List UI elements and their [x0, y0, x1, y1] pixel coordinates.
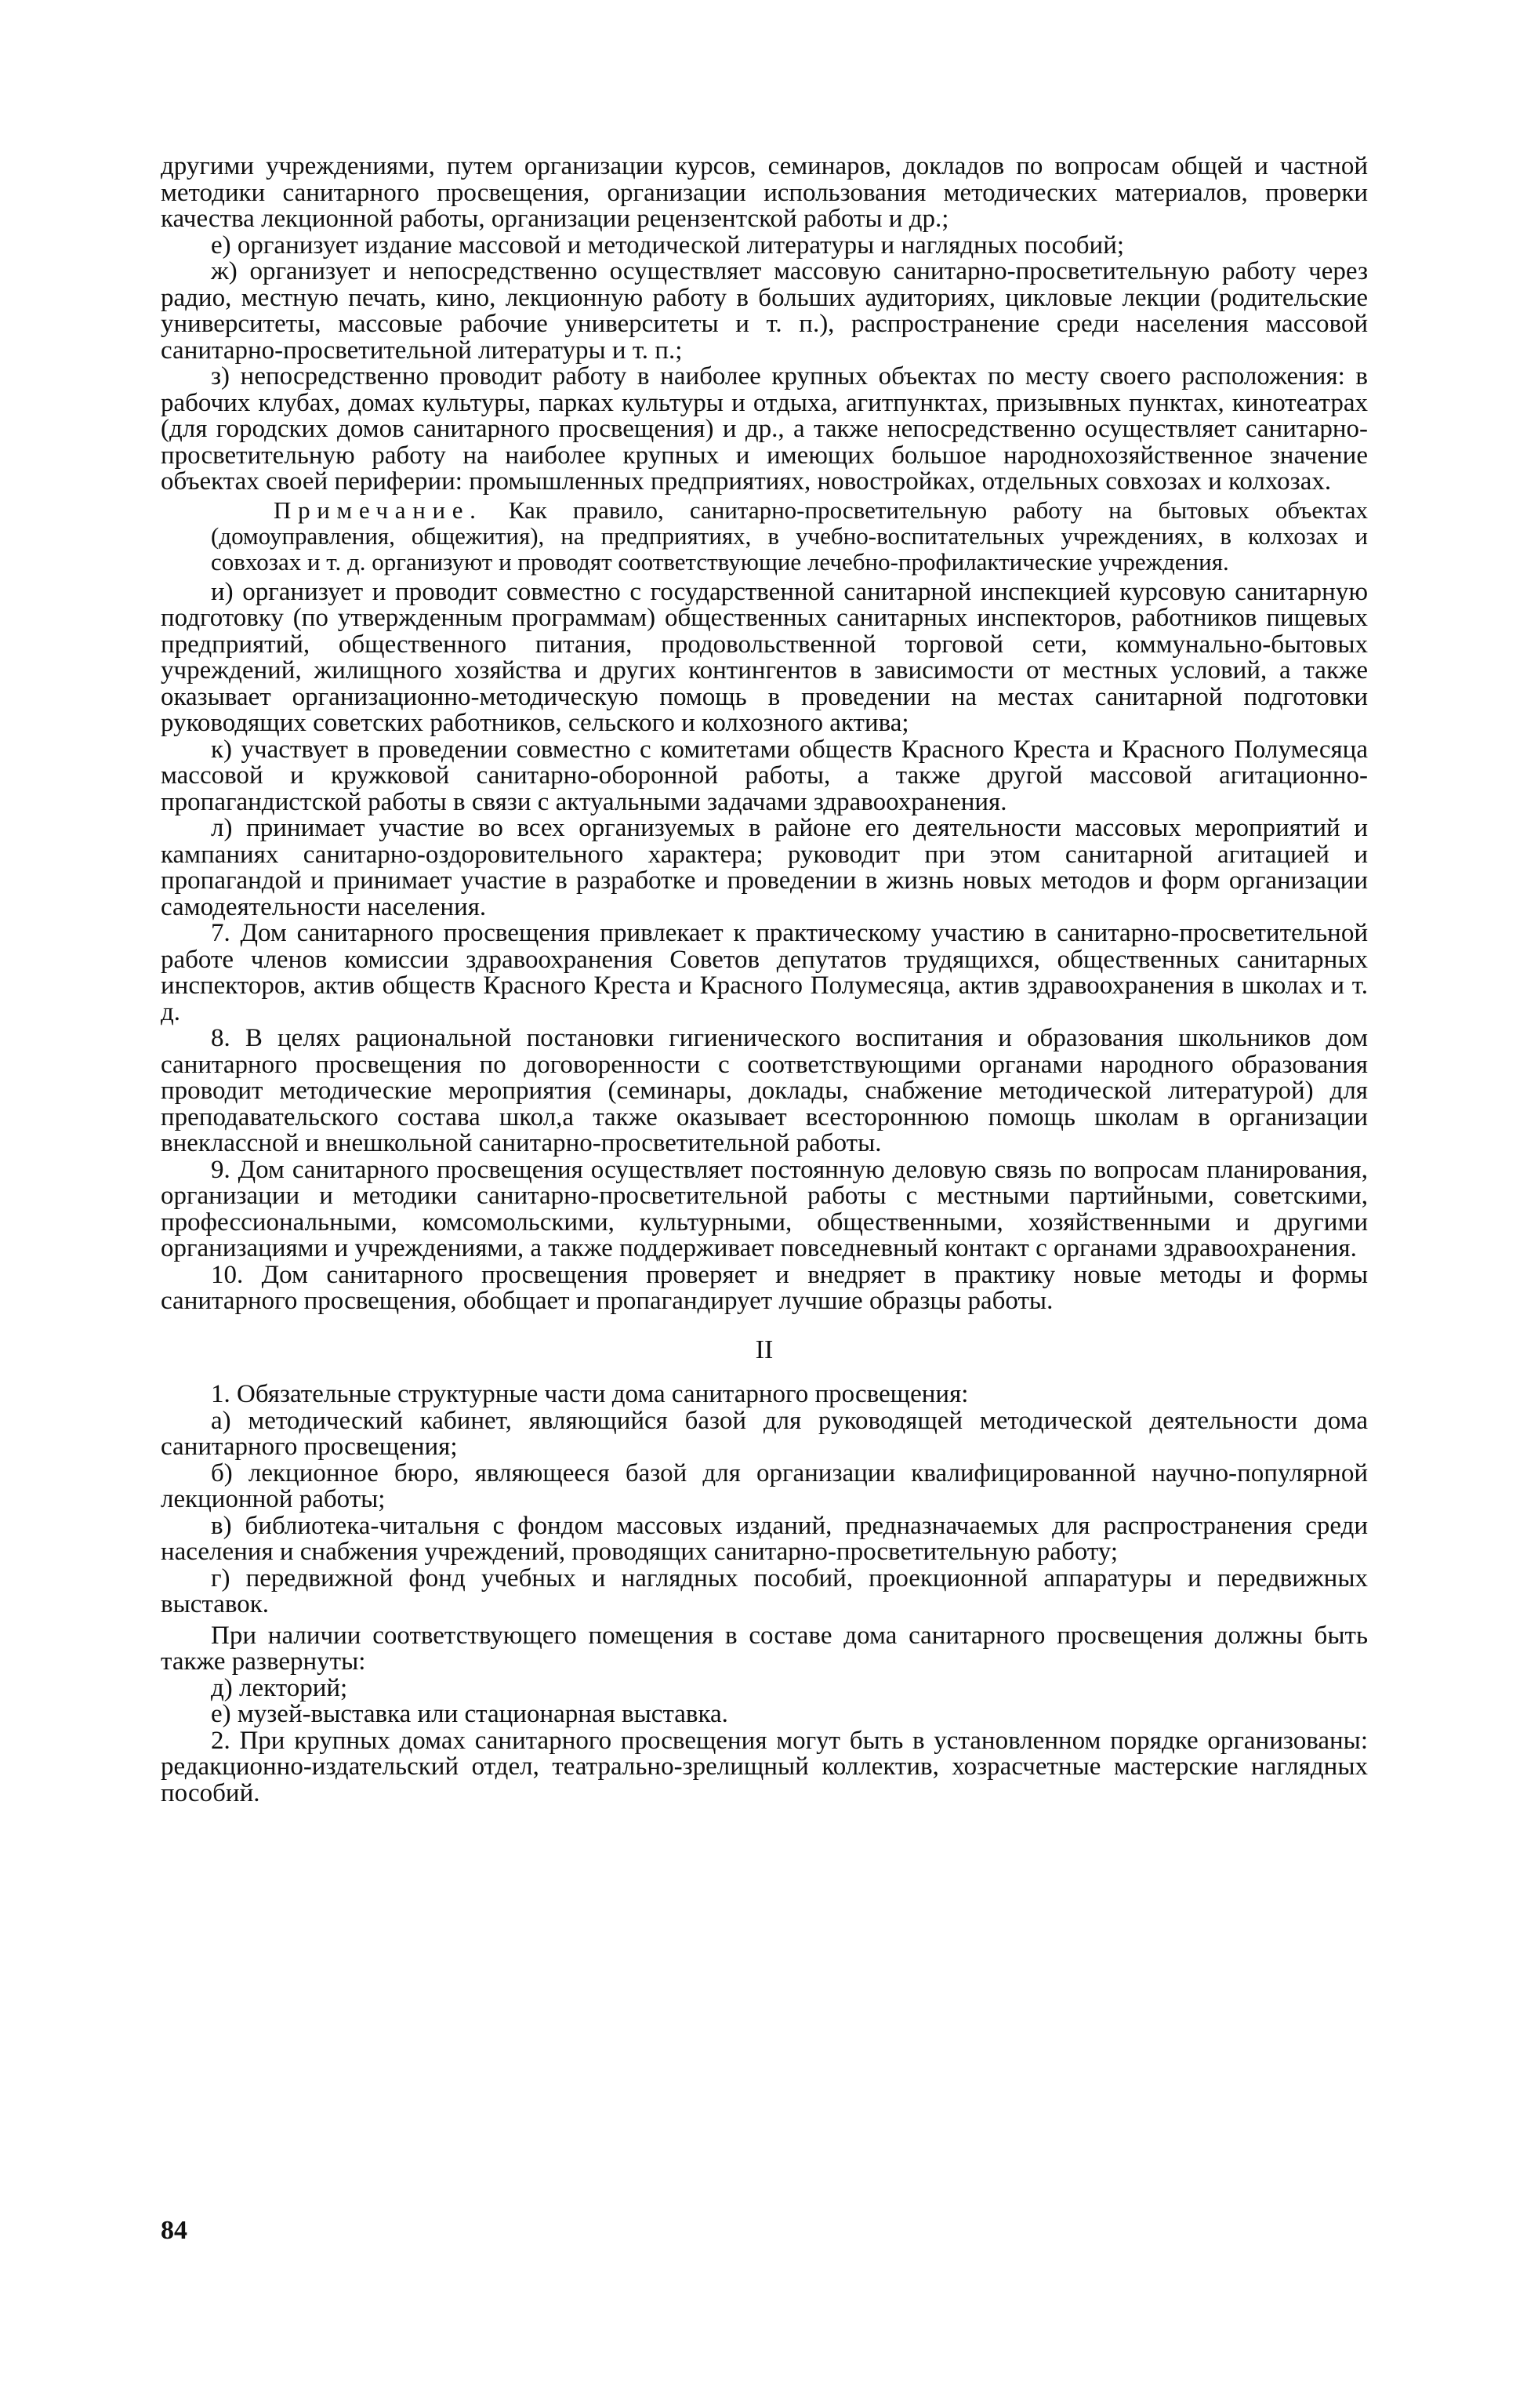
- section-item-v: в) библиотека-читальня с фондом массовых изданий, предназначаемых для распространения среди населения и снабжения учреждений, проводящих санитарно-просветительную работу;: [161, 1511, 1368, 1566]
- paragraph-item-z: з) непосредственно проводит работу в наиболее крупных объектах по месту своего расположения: в рабочих клубах, домах культуры, парках культуры и отдыха, агитпунктах, призывных пунктах, кинотеатрах (для городских домов санитарного просвещения) и др., а также непосредственно осуществляет санитарно-просветительную работу на наиболее крупных и имеющих большое народнохозяйственное значение объектах своей периферии: промышленных предприятиях, новостройках, отдельных совхозах и колхозах.: [161, 362, 1368, 496]
- paragraph-item-l: л) принимает участие во всех организуемых в районе его деятельности массовых мероприятий и кампаниях санитарно-оздоровительного характера; руководит при этом санитарной агитацией и пропагандой и принимает участие в разработке и проведении в жизнь новых методов и форм организации самодеятельности населения.: [161, 814, 1368, 921]
- section-point-2: 2. При крупных домах санитарного просвещения могут быть в установленном порядке организованы: редакционно-издательский отдел, театрально-зрелищный коллектив, хозрасчетные мастерские наглядных пособий.: [161, 1726, 1368, 1807]
- document-page: [161, 154, 1368, 1807]
- paragraph-item-k: к) участвует в проведении совместно с комитетами обществ Красного Креста и Красного Полумесяца массовой и кружковой санитарно-оборонной работы, а также другой массовой агитационно-пропагандистской работы в связи с актуальными задачами здравоохранения.: [161, 735, 1368, 816]
- paragraph-item-i: и) организует и проводит совместно с государственной санитарной инспекцией курсовую санитарную подготовку (по утвержденным программам) общественных санитарных инспекторов, работников пищевых предприятий, общественного питания, продовольственной торговой сети, коммунально-бытовых учреждений, жилищного хозяйства и других контингентов в зависимости от местных условий, а также оказывает организационно-методическую помощь в проведении на местах санитарной подготовки руководящих советских работников, сельского и колхозного актива;: [161, 577, 1368, 737]
- section-paragraph-premises: При наличии соответствующего помещения в составе дома санитарного просвещения должны быть также развернуты:: [161, 1621, 1368, 1676]
- paragraph-point-7: 7. Дом санитарного просвещения привлекает к практическому участию в санитарно-просветительной работе членов комиссии здравоохранения Советов депутатов трудящихся, общественных санитарных инспекторов, актив обществ Красного Креста и Красного Полумесяца, актив здравоохранения в школах и т. д.: [161, 919, 1368, 1026]
- note-text: Как правило, санитарно-просветительную работу на бытовых объектах (домоуправления, общежития), на предприятиях, в учебно-воспитательных учреждениях, в колхозах и совхозах и т. д. организуют и проводят соответствующие лечебно-профилактические учреждения.: [211, 496, 1368, 576]
- section-item-d: д) лекторий;: [211, 1673, 348, 1702]
- paragraph-point-8: 8. В целях рациональной постановки гигиенического воспитания и образования школьников дом санитарного просвещения по договоренности с соответствующими органами народного образования проводит методические мероприятия (семинары, доклады, снабжение методической литературой) для преподавательского состава школ,а также оказывает всестороннюю помощь школам в организации внеклассной и внешкольной санитарно-просветительной работы.: [161, 1024, 1368, 1157]
- section-item-a: а) методический кабинет, являющийся базой для руководящей методической деятельности дома санитарного просвещения;: [161, 1406, 1368, 1461]
- paragraph-item-e: е) организует издание массовой и методической литературы и наглядных пособий;: [211, 231, 1125, 260]
- note-label: Примечание.: [274, 496, 483, 524]
- paragraph-continuation: другими учреждениями, путем организации курсов, семинаров, докладов по вопросам общей и частной методики санитарного просвещения, организации использования методических материалов, проверки качества лекционной работы, организации рецензентской работы и др.;: [161, 152, 1368, 233]
- paragraph-point-9: 9. Дом санитарного просвещения осуществляет постоянную деловую связь по вопросам планирования, организации и методики санитарно-просветительной работы с местными партийными, советскими, профессиональными, комсомольскими, культурными, общественными, хозяйственными и другими организациями и учреждениями, а также поддерживает повседневный контакт с органами здравоохранения.: [161, 1155, 1368, 1262]
- paragraph-item-zh: ж) организует и непосредственно осуществляет массовую санитарно-просветительную работу через радио, местную печать, кино, лекционную работу в больших аудиториях, цикловые лекции (родительские университеты, массовые рабочие университеты и т. п.), распространение среди населения массовой санитарно-просветительной литературы и т. п.;: [161, 257, 1368, 365]
- paragraph-point-10: 10. Дом санитарного просвещения проверяет и внедряет в практику новые методы и формы санитарного просвещения, обобщает и пропагандирует лучшие образцы работы.: [161, 1260, 1368, 1315]
- section-heading: II: [755, 1335, 774, 1364]
- section-item-g: г) передвижной фонд учебных и наглядных пособий, проекционной аппаратуры и передвижных выставок.: [161, 1564, 1368, 1618]
- section-point-1: 1. Обязательные структурные части дома санитарного просвещения:: [211, 1380, 969, 1408]
- page-number: 84: [161, 2216, 187, 2245]
- note-block: [161, 497, 1368, 575]
- section-item-b: б) лекционное бюро, являющееся базой для организации квалифицированной научно-популярной лекционной работы;: [161, 1458, 1368, 1513]
- section-item-e: е) музей-выставка или стационарная выставка.: [211, 1700, 728, 1728]
